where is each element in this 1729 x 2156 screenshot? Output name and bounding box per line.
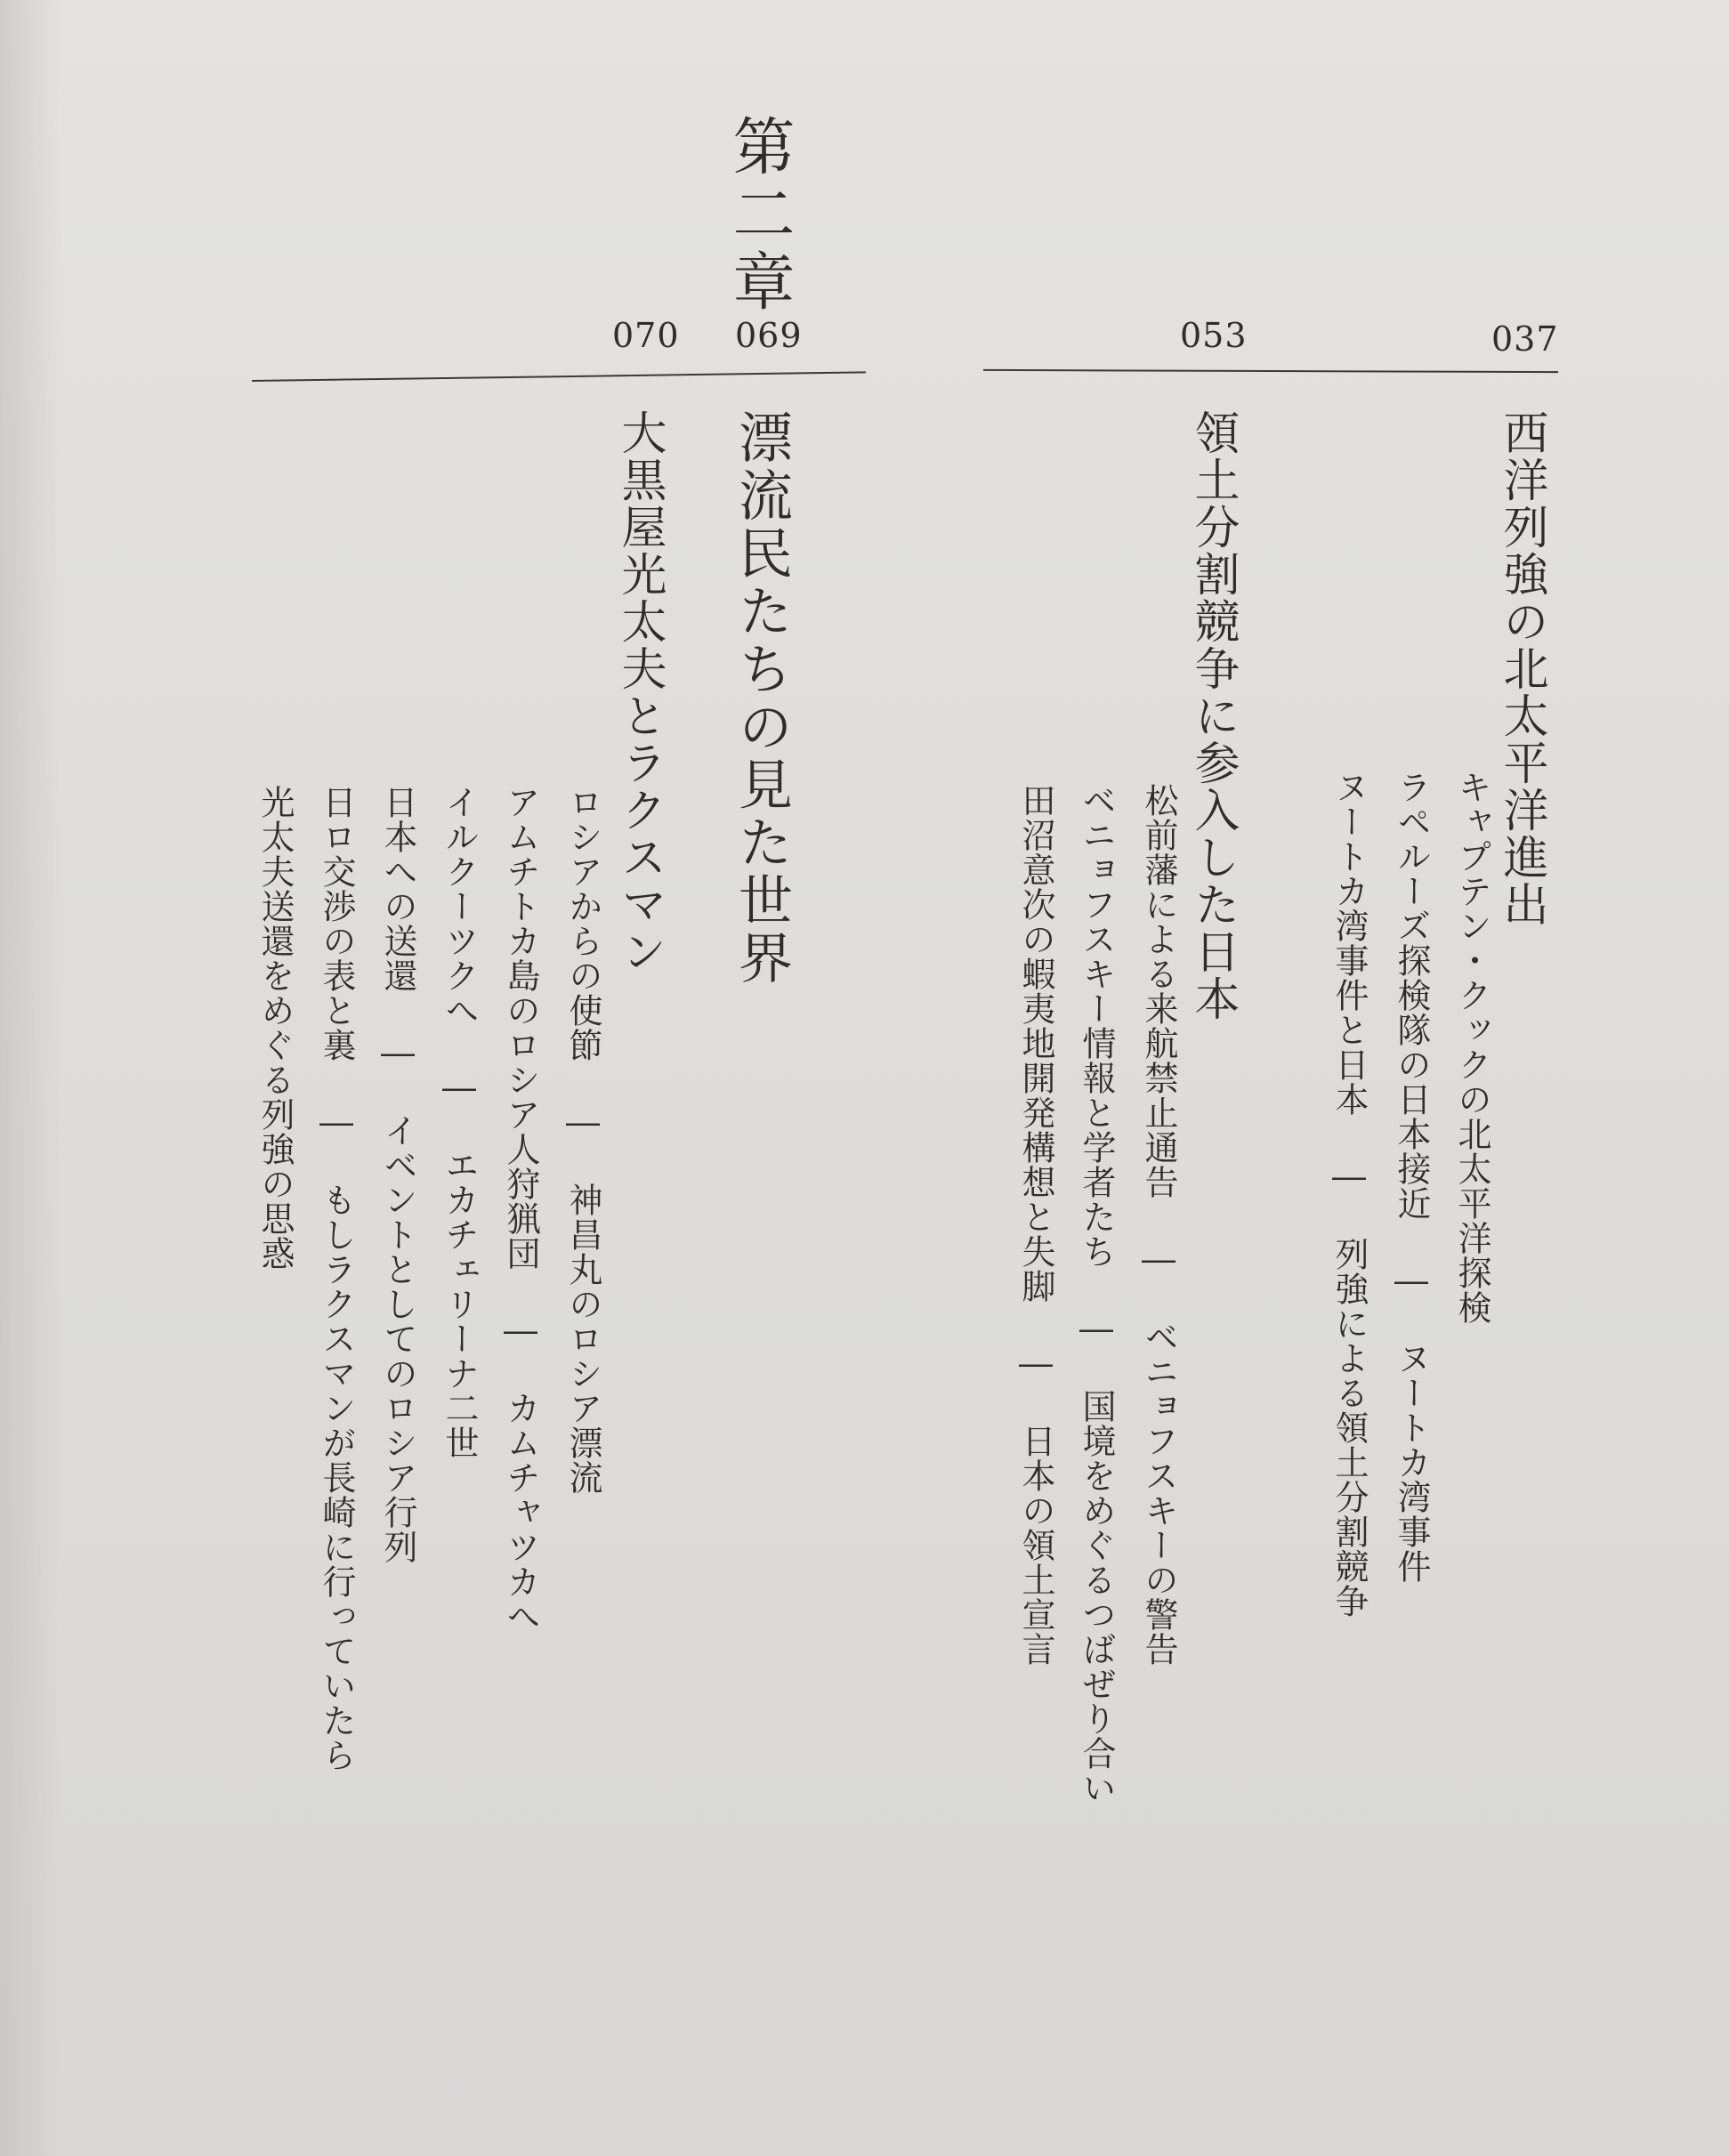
header-rule-right	[983, 369, 1558, 373]
section-title-western-powers: 西洋列強の北太平洋進出	[1495, 409, 1547, 928]
toc-item: イルクーツクへ ― エカチェリーナ二世	[440, 785, 479, 1460]
page-edge-shadow	[0, 0, 62, 2156]
toc-item: 松前藩による来航禁止通告 ― ベニョフスキーの警告	[1139, 783, 1178, 1667]
page-number-069: 069	[735, 316, 803, 355]
toc-item: ラペルーズ探検隊の日本接近 ― ヌートカ湾事件	[1392, 770, 1431, 1584]
toc-item: 日本への送還 ― イベントとしてのロシア行列	[378, 785, 417, 1564]
header-rule-left	[252, 371, 866, 382]
toc-item: 日ロ交渉の表と裏 ― もしラクスマンが長崎に行っていたら	[317, 785, 356, 1772]
section-title-japan-joins: 領土分割競争に参入した日本	[1186, 409, 1239, 1022]
toc-item: ロシアからの使節 ― 神昌丸のロシア漂流	[563, 785, 602, 1495]
page-number-037: 037	[1491, 319, 1559, 359]
section-title-daikokuya: 大黒屋光太夫とラクスマン	[613, 409, 666, 975]
toc-item: 光太夫送還をめぐる列強の思惑	[255, 785, 295, 1271]
page-number-070: 070	[612, 316, 680, 355]
chapter-title: 漂流民たちの見た世界	[730, 409, 793, 988]
toc-item: アムチトカ島のロシア人狩猟団 ― カムチャツカへ	[501, 785, 540, 1634]
page-number-053: 053	[1180, 316, 1248, 355]
chapter-label: 第二章	[723, 114, 796, 317]
toc-item: ベニョフスキー情報と学者たち ― 国境をめぐるつばぜり合い	[1077, 783, 1116, 1805]
toc-item: キャプテン・クックの北太平洋探検	[1452, 770, 1491, 1325]
toc-item: ヌートカ湾事件と日本 ― 列強による領土分割競争	[1329, 770, 1369, 1619]
toc-item: 田沼意次の蝦夷地開発構想と失脚 ― 日本の領土宣言	[1016, 783, 1055, 1667]
